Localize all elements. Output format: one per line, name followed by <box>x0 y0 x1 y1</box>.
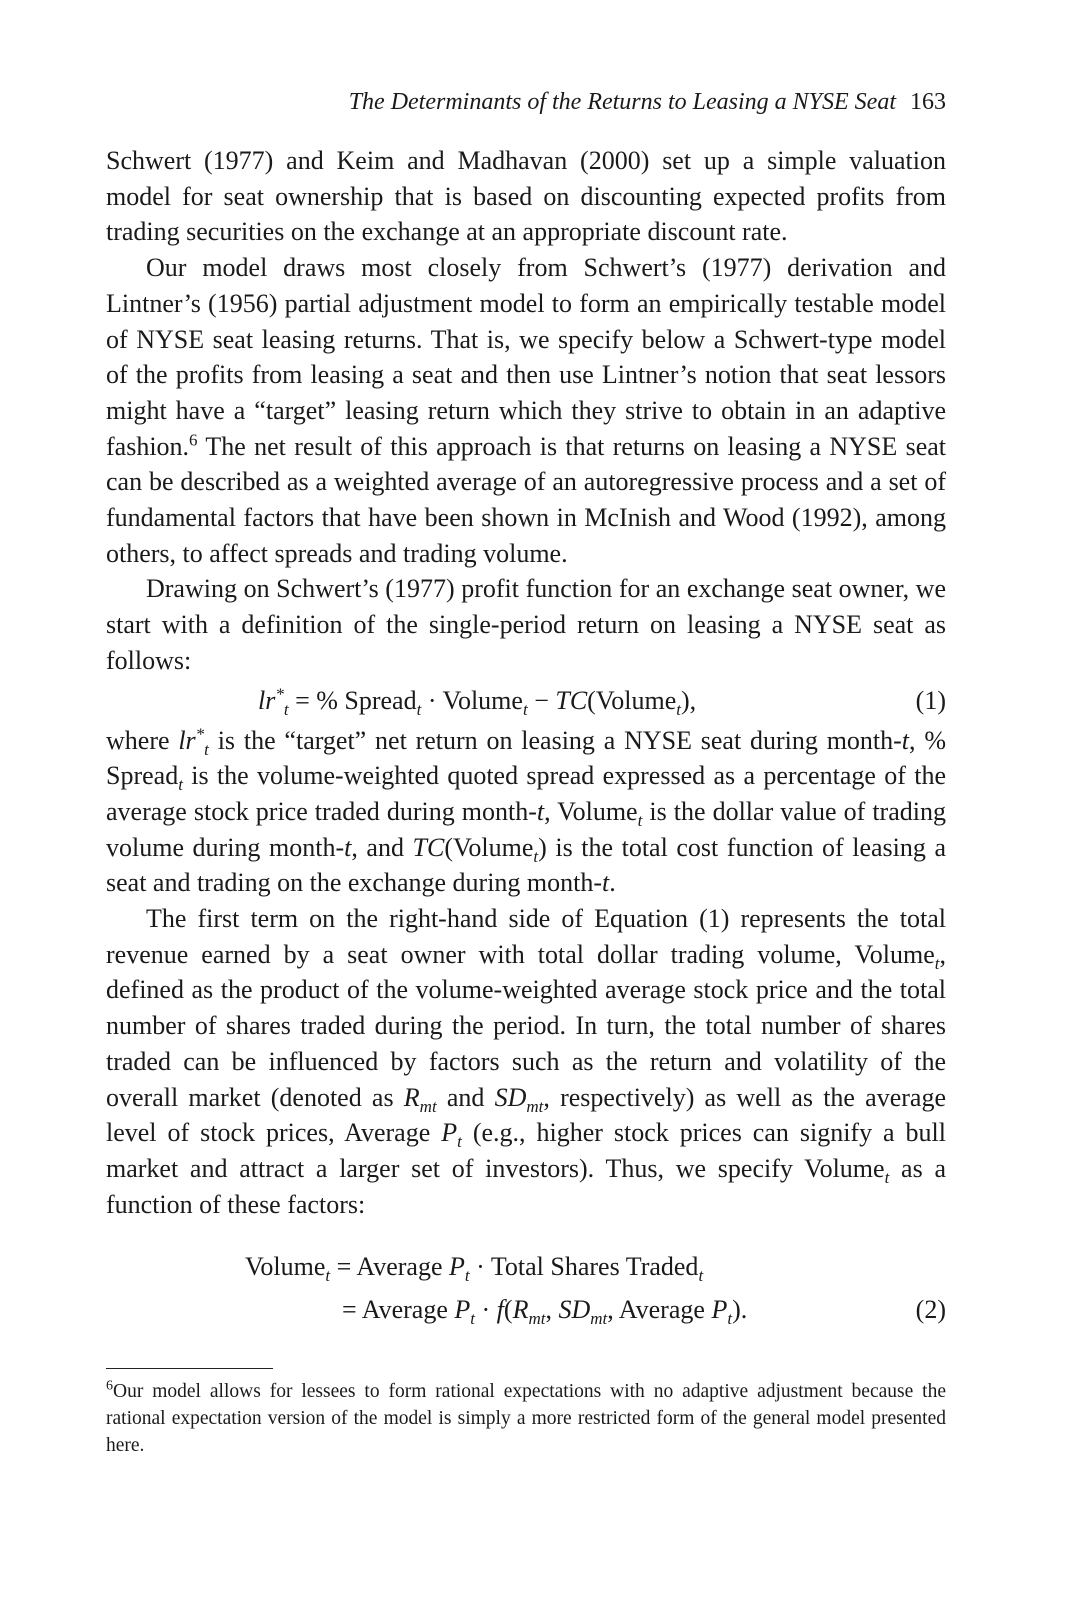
paragraph-1: Schwert (1977) and Keim and Madhavan (2000) set up a simple valuation model for seat ownership that is based on discounting expected profits from trading securities on the exchange at an appropriate discount rate. <box>106 146 946 247</box>
footnote-text: Our model allows for lessees to form rational expectations with no adaptive adjustment because the rational expectation version of the model is simply a more restricted form of the general model presented here. <box>106 1381 946 1456</box>
footnote-reference: 6 <box>189 429 198 449</box>
footnote <box>106 1378 946 1459</box>
equation-1 <box>106 679 946 723</box>
running-header <box>106 86 946 118</box>
body-text-top <box>106 143 946 1222</box>
paragraph-5: The first term on the right-hand side of Equation (1) represents the total revenue earned by a seat owner with total dollar trading volume, Volume$_t$, defined as the product of the volume-weighted average stock price and the total number of shares traded during the period. In turn, the total number of shares traded can be influenced by factors such as the return and volatility of the overall market (denoted as $R_{mt}$ and $SD_{mt}$, respectively) as well as the average level of stock prices, Average $P_t$ (e.g., higher stock prices can signify a bull market and attract a larger set of investors). Thus, we specify Volume$_t$ as a function of these factors: <box>106 904 947 1219</box>
paragraph-4: where $lr^*_t$ is the “target” net return on leasing a NYSE seat during month-t, % Spread$_t$ is the volume-weighted quoted spread expressed as a percentage of the average stock price traded during month-t, Volume$_t$ is the dollar value of trading volume during month-t, and TC(Volume$_t$) is the total cost function of leasing a seat and trading on the exchange during month-t. <box>106 723 947 898</box>
footnote-rule <box>106 1368 273 1369</box>
page-number: 163 <box>910 89 946 115</box>
footnote-marker: 6 <box>106 1378 113 1394</box>
running-title: The Determinants of the Returns to Leasing a NYSE Seat <box>348 89 896 115</box>
paragraph-3: Drawing on Schwert’s (1977) profit function for an exchange seat owner, we start with a definition of the single-period return on leasing a NYSE seat as follows: <box>106 574 946 675</box>
equation-2-number: (2) <box>915 1295 946 1324</box>
equation-2 <box>106 1245 946 1331</box>
equation-1-body: $lr^*_t$ = % Spread$_t$ · Volume$_t$ − TC(Volume$_t$), <box>258 683 697 719</box>
paragraph-2: Our model draws most closely from Schwert’s (1977) derivation and Lintner’s (1956) partial adjustment model to form an empirically testable model of NYSE seat leasing returns. That is, we specify below a Schwert-type model of the profits from leasing a seat and then use Lintner’s notion that seat lessors might have a “target” leasing return which they strive to obtain in an adaptive fashion.$^6$ The net result of this approach is that returns on leasing a NYSE seat can be described as a weighted average of an autoregressive process and a set of fundamental factors that have been shown in McInish and Wood (1992), among others, to affect spreads and trading volume. <box>106 253 946 568</box>
equation-2-line-1: Volume$_t$ = Average $P_t$ · Total Shares Traded$_t$ <box>245 1252 704 1286</box>
equation-2-line-2: = Average $P_t \cdot f(R_{mt}$, $SD_{mt}$, Average $P_t$). (2) <box>106 1288 946 1331</box>
equation-1-number: (1) <box>915 685 946 715</box>
